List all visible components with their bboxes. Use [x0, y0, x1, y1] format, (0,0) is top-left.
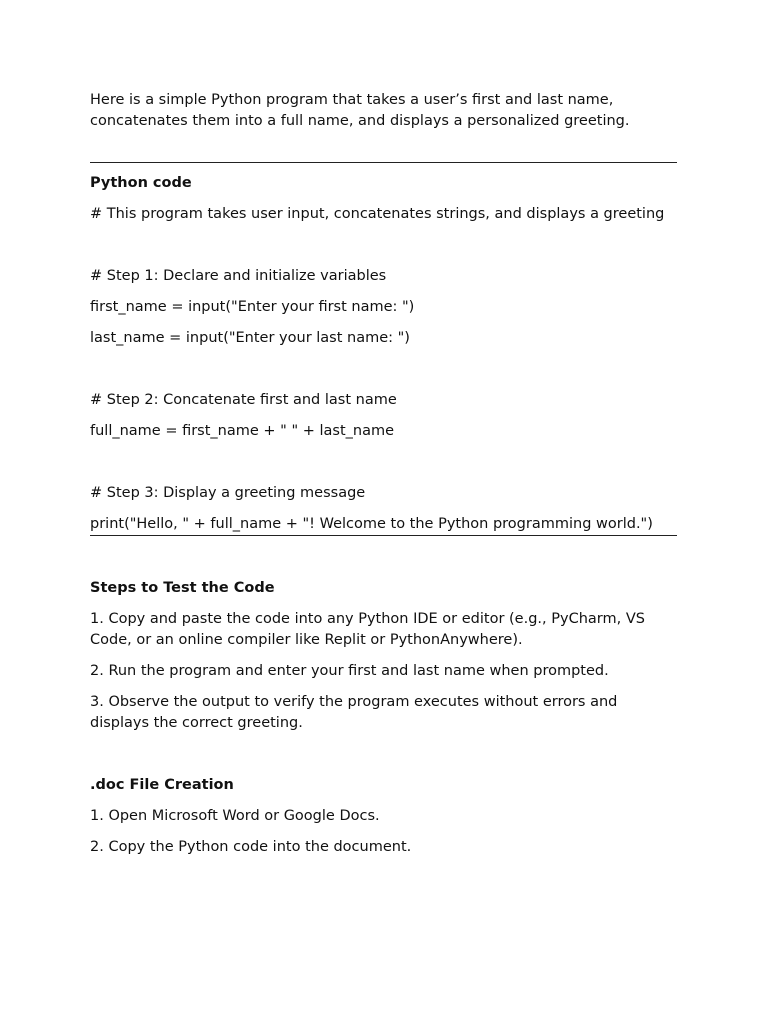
code-step2-line1: full_name = first_name + " " + last_name — [90, 423, 395, 439]
spacer — [90, 452, 680, 473]
divider — [90, 162, 677, 163]
doc-creation-heading: .doc File Creation — [90, 777, 234, 793]
spacer — [90, 546, 680, 578]
intro-paragraph: Here is a simple Python program that takes a user’s first and last name, concatenates them into a full name, and displays a personalized greeting. — [90, 92, 630, 129]
test-step-item: 2. Run the program and enter your first and last name when prompted. — [90, 663, 609, 679]
test-step-item: 1. Copy and paste the code into any Python IDE or editor (e.g., PyCharm, VS Code, or an online compiler like Replit or PythonAnywhere). — [90, 611, 645, 648]
spacer — [90, 744, 680, 765]
code-step1-comment: # Step 1: Declare and initialize variables — [90, 268, 387, 284]
spacer — [90, 235, 680, 256]
divider — [90, 535, 677, 536]
test-steps-heading: Steps to Test the Code — [90, 580, 275, 596]
code-step1-line1: first_name = input("Enter your first name: ") — [90, 299, 415, 315]
document-body — [90, 90, 680, 868]
doc-step-item: 2. Copy the Python code into the document. — [90, 839, 412, 855]
code-step2-comment: # Step 2: Concatenate first and last name — [90, 392, 397, 408]
code-comment: # This program takes user input, concatenates strings, and displays a greeting — [90, 206, 665, 222]
code-step3-comment: # Step 3: Display a greeting message — [90, 485, 366, 501]
code-step1-line2: last_name = input("Enter your last name: ") — [90, 330, 410, 346]
doc-step-item: 1. Open Microsoft Word or Google Docs. — [90, 808, 380, 824]
test-step-item: 3. Observe the output to verify the program executes without errors and displays the correct greeting. — [90, 694, 618, 731]
python-code-heading: Python code — [90, 175, 192, 191]
spacer — [90, 359, 680, 380]
code-step3-line1: print("Hello, " + full_name + "! Welcome to the Python programming world.") — [90, 516, 653, 532]
